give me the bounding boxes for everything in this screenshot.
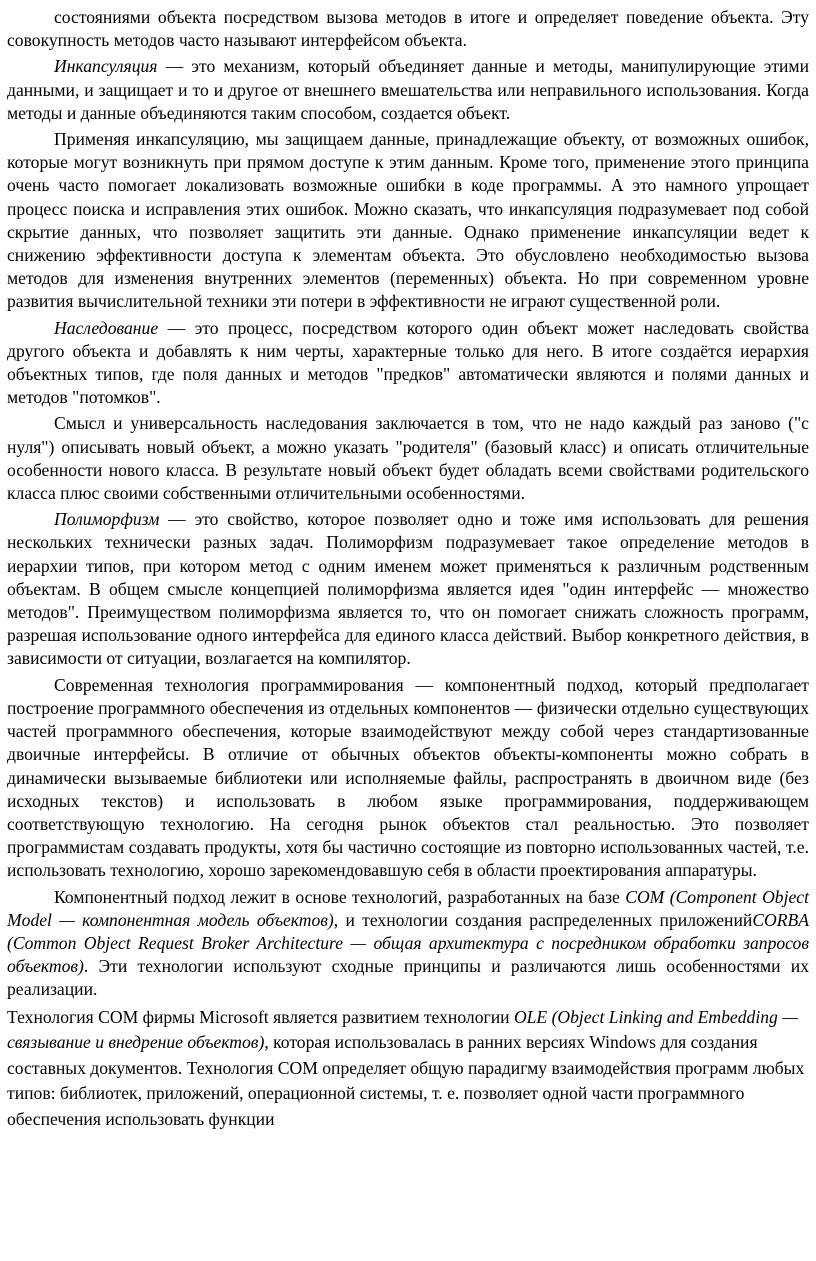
paragraph-inheritance-meaning: [7, 412, 809, 505]
paragraph-inheritance-text: — это процесс, посредством которого один объект может наследовать свойства другого объекта и добавлять к ним черты, характерные только для него. В итоге создаётся иерархия объектных типов, где поля данных и методов "предков" автоматически являются и полями данных и методов "потомков".: [7, 317, 809, 408]
paragraph-1: [7, 6, 809, 52]
paragraph-com-corba-text-1: Компонентный подход лежит в основе технологий, разработанных на базе: [54, 886, 626, 907]
paragraph-inheritance: [7, 317, 809, 410]
paragraph-encapsulation: [7, 55, 809, 125]
paragraph-inheritance-meaning-text: Смысл и универсальность наследования заключается в том, что не надо каждый раз заново ("с нуля") описывать новый объект, а можно указать "родителя" (базовый класс) и описать отличительные особенности нового класса. В результате новый объект будет обладать всеми свойствами родительского класса плюс своими собственными отличительными особенностями.: [7, 413, 809, 504]
paragraph-1-text: состояниями объекта посредством вызова методов в итоге и определяет поведение объекта. Эту совокупность методов часто называют интерфейсом объекта.: [7, 7, 809, 51]
paragraph-com-corba-text-3: . Эти технологии используют сходные принципы и различаются лишь особенностями их реализации.: [7, 956, 809, 1000]
paragraph-encapsulation-text: — это механизм, который объединяет данные и методы, манипулирующие этими данными, и защищает и то и другое от внешнего вмешательства или неправильного использования. Когда методы и данные объединяются таким способом, создается объект.: [7, 56, 809, 123]
paragraph-component-approach: [7, 674, 809, 883]
paragraph-polymorphism: [7, 508, 809, 670]
term-corba: CORBA (Common Object Request Broker Architecture — общая архитектура с посредником обработки запросов объектов): [7, 909, 809, 977]
paragraph-component-approach-text: Современная технология программирования — компонентный подход, который предполагает построение программного обеспечения из отдельных компонентов — физически отдельно существующих частей программного обеспечения, которые взаимодействуют между собой через стандартизованные двоичные интерфейсы. В отличие от обычных объектов объекты-компоненты можно собрать в динамически вызываемые библиотеки или исполняемые файлы, распространять в двоичном виде (без исходных текстов) и использовать в любом языке программирования, поддерживающем соответствующую технологию. На сегодня рынок объектов стал реальностью. Это позволяет программистам создавать продукты, хотя бы частично состоящие из повторно использованных частей, т.е. использовать технологию, хорошо зарекомендовавшую себя в области проектирования аппаратуры.: [7, 674, 809, 881]
paragraph-com-ole: [7, 1005, 809, 1133]
paragraph-com-corba-text-2: , и технологии создания распределенных приложений: [333, 909, 753, 930]
term-encapsulation: Инкапсуляция: [54, 56, 158, 77]
term-polymorphism: Полиморфизм: [54, 509, 160, 530]
paragraph-com-ole-text-2: , которая использовалась в ранних версиях Windows для создания составных документов. Технология COM определяет общую парадигму взаимодействия программ любых типов: библиотек, приложений, операционной системы, т. е. позволяет одной части программного обеспечения использовать функции: [7, 1032, 805, 1129]
paragraph-com-corba: [7, 886, 809, 1002]
term-ole: OLE (Object Linking and Embedding — связывание и внедрение объектов): [7, 1006, 798, 1053]
term-inheritance: Наследование: [54, 317, 159, 338]
paragraph-com-ole-text-1: Технология COM фирмы Microsoft является развитием технологии: [7, 1006, 514, 1027]
paragraph-encapsulation-details-text: Применяя инкапсуляцию, мы защищаем данные, принадлежащие объекту, от возможных ошибок, которые могут возникнуть при прямом доступе к этим данным. Кроме того, применение этого принципа очень часто помогает локализовать возможные ошибки в коде программы. А это намного упрощает процесс поиска и исправления этих ошибок. Можно сказать, что инкапсуляция подразумевает под собой скрытие данных, что позволяет защитить эти данные. Однако применение инкапсуляции ведет к снижению эффективности доступа к элементам объекта. Это обусловлено необходимостью вызова методов для изменения внутренних элементов (переменных) объекта. Но при современном уровне развития вычислительной техники эти потери в эффективности не играют существенной роли.: [7, 129, 809, 312]
paragraph-polymorphism-text: — это свойство, которое позволяет одно и тоже имя использовать для решения нескольких технически разных задач. Полиморфизм подразумевает такое определение методов в иерархии типов, при котором метод с одним именем может применяться к различным родственным объектам. В общем смысле концепцией полиморфизма является идея "один интерфейс — множество методов". Преимуществом полиморфизма является то, что он помогает снижать сложность программ, разрешая использование одного интерфейса для единого класса действий. Выбор конкретного действия, в зависимости от ситуации, возлагается на компилятор.: [7, 509, 809, 669]
paragraph-encapsulation-details: [7, 128, 809, 314]
term-com: COM (Component Object Model — компонентная модель объектов): [7, 886, 809, 930]
